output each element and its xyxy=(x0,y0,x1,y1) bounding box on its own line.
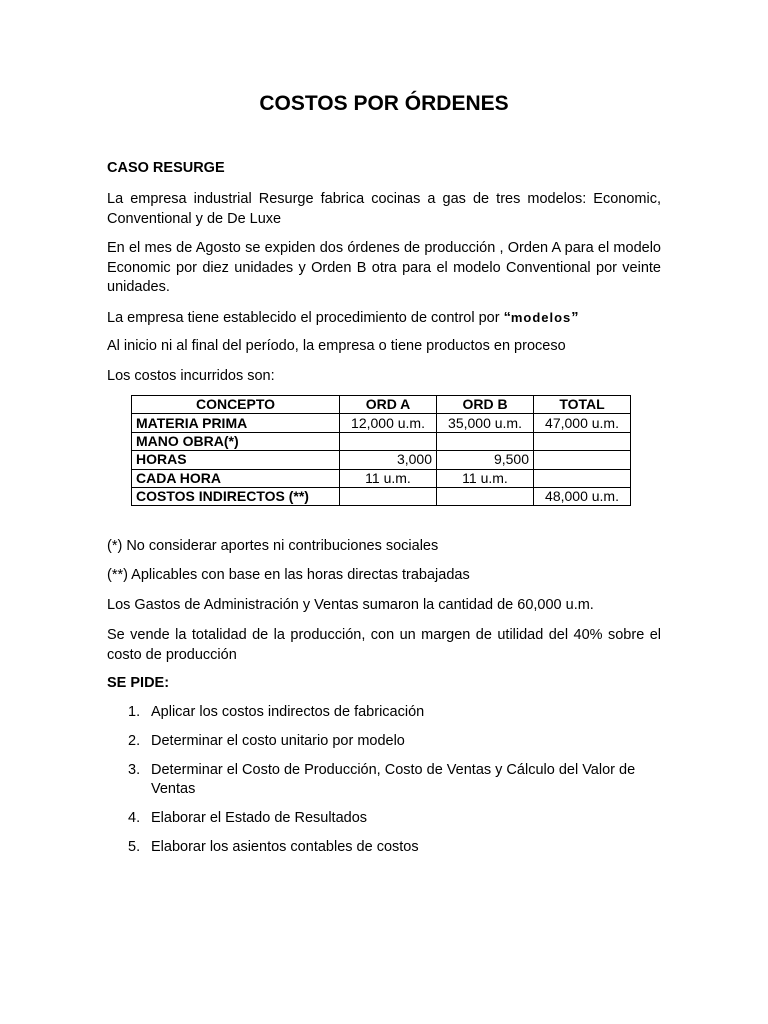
cell-concept: COSTOS INDIRECTOS (**) xyxy=(132,487,340,505)
table-row xyxy=(132,451,631,469)
cell-concept: CADA HORA xyxy=(132,469,340,487)
cell-ord-a xyxy=(340,487,437,505)
list-item xyxy=(107,838,661,857)
list-item xyxy=(107,809,661,828)
list-number: 2. xyxy=(128,733,141,749)
cell-ord-a xyxy=(340,432,437,450)
list-number: 1. xyxy=(128,704,141,720)
table-row xyxy=(132,487,631,505)
list-text: Determinar el Costo de Producción, Costo de Ventas y Cálculo del Valor de Ventas xyxy=(151,762,636,797)
paragraph-inventory: Al inicio ni al final del período, la empresa o tiene productos en proceso xyxy=(107,338,566,354)
paragraph-control-method xyxy=(107,308,661,329)
cell-ord-b xyxy=(437,487,534,505)
cell-ord-a: 3,000 xyxy=(340,451,437,469)
paragraph-admin-expenses: Los Gastos de Administración y Ventas sumaron la cantidad de 60,000 u.m. xyxy=(107,597,594,613)
se-pide-heading: SE PIDE: xyxy=(107,675,170,691)
list-number: 3. xyxy=(128,762,141,778)
cell-total: 48,000 u.m. xyxy=(534,487,631,505)
list-text: Aplicar los costos indirectos de fabricación xyxy=(151,704,425,720)
cell-total xyxy=(534,432,631,450)
quoted-term xyxy=(504,310,579,326)
paragraph-intro: La empresa industrial Resurge fabrica cocinas a gas de tres modelos: Economic, Conventional y de De Luxe xyxy=(107,191,661,227)
cell-ord-a: 12,000 u.m. xyxy=(340,414,437,432)
header-concept: CONCEPTO xyxy=(132,396,340,414)
list-text: Elaborar los asientos contables de costos xyxy=(151,839,419,855)
header-total: TOTAL xyxy=(534,396,631,414)
table-row xyxy=(132,414,631,432)
open-quote: “ xyxy=(503,310,511,326)
list-text: Elaborar el Estado de Resultados xyxy=(151,810,368,826)
header-ord-b: ORD B xyxy=(437,396,534,414)
cell-concept: MATERIA PRIMA xyxy=(132,414,340,432)
table-header-row xyxy=(132,396,631,414)
list-number: 5. xyxy=(128,839,141,855)
list-item xyxy=(107,703,661,722)
cell-concept: MANO OBRA(*) xyxy=(132,432,340,450)
list-number: 4. xyxy=(128,810,141,826)
cell-ord-b: 9,500 xyxy=(437,451,534,469)
note-direct-hours: (**) Aplicables con base en las horas directas trabajadas xyxy=(107,567,470,583)
cell-ord-b: 35,000 u.m. xyxy=(437,414,534,432)
costs-table xyxy=(131,395,631,506)
case-heading: CASO RESURGE xyxy=(107,160,225,176)
list-text: Determinar el costo unitario por modelo xyxy=(151,733,405,749)
list-item xyxy=(107,761,661,799)
list-item xyxy=(107,732,661,751)
cell-ord-a: 11 u.m. xyxy=(340,469,437,487)
cell-ord-b: 11 u.m. xyxy=(437,469,534,487)
cell-concept: HORAS xyxy=(132,451,340,469)
cell-total xyxy=(534,469,631,487)
paragraph-sales-margin: Se vende la totalidad de la producción, con un margen de utilidad del 40% sobre el costo de producción xyxy=(107,627,661,663)
task-list xyxy=(107,703,661,867)
table-row xyxy=(132,469,631,487)
close-quote: ” xyxy=(571,310,579,326)
note-social-contributions: (*) No considerar aportes ni contribuciones sociales xyxy=(107,538,439,554)
paragraph-costs-intro: Los costos incurridos son: xyxy=(107,368,275,384)
paragraph-orders: En el mes de Agosto se expiden dos órdenes de producción , Orden A para el modelo Economic por diez unidades y Orden B otra para el modelo Conventional por veinte unidades. xyxy=(107,240,661,295)
cell-ord-b xyxy=(437,432,534,450)
quoted-word: modelos xyxy=(510,310,572,325)
page-title: COSTOS POR ÓRDENES xyxy=(259,92,509,115)
cell-total: 47,000 u.m. xyxy=(534,414,631,432)
header-ord-a: ORD A xyxy=(340,396,437,414)
cell-total xyxy=(534,451,631,469)
control-method-text: La empresa tiene establecido el procedimiento de control por xyxy=(107,310,504,326)
table-row xyxy=(132,432,631,450)
